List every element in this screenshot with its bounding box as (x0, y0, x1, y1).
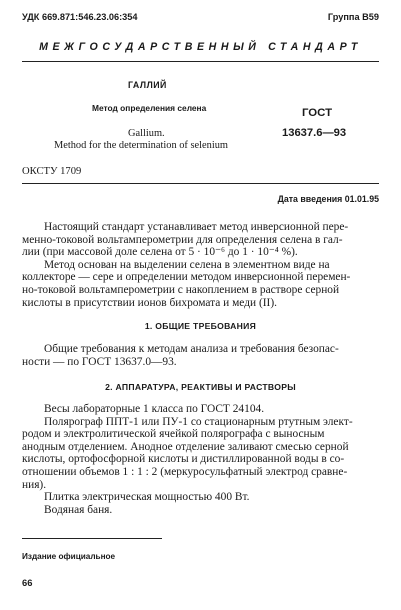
edition-label: Издание официальное (22, 552, 116, 561)
section-2-text (22, 403, 353, 516)
section-2-line: родом и электролитической ячейкой полярографа с выносным (22, 428, 325, 441)
title-rule (22, 183, 379, 184)
okstu-code: ОКСТУ 1709 (22, 166, 82, 177)
page-number: 66 (22, 577, 33, 588)
udk-code: УДК 669.871:546.23.06:354 (22, 12, 138, 22)
intro-line: лии (при массовой доле селена от 5 · 10⁻⁶ до 1 · 10⁻⁴ %). (22, 246, 298, 259)
header-rule (22, 61, 379, 62)
standard-type: МЕЖГОСУДАРСТВЕННЫЙ СТАНДАРТ (39, 41, 362, 53)
title-en: Gallium. (128, 128, 165, 139)
section-2-line: Полярограф ППТ-1 или ПУ-1 со стационарным ртутным элект- (44, 415, 353, 428)
section-2-line: ния). (22, 478, 47, 491)
intro-line: Настоящий стандарт устанавливает метод инверсионной пере- (44, 221, 349, 233)
intro-line: Метод основан на выделении селена в элементном виде на (44, 258, 330, 271)
gost-label: ГОСТ (302, 107, 333, 119)
subtitle-en: Method for the determination of selenium (54, 140, 228, 151)
group-code: Группа В59 (327, 12, 379, 22)
subtitle-ru: Метод определения селена (92, 103, 207, 113)
section-1-text (22, 343, 339, 368)
intro-line: но-токовой вольтамперометрии с накоплением в растворе серной (22, 283, 340, 296)
intro-line: коллекторе — сере и определении методом инверсионной перемен- (22, 271, 351, 284)
section-2-line: Весы лабораторные 1 класса по ГОСТ 24104. (44, 403, 265, 415)
intro-text (22, 221, 350, 309)
section-2-line: кислоты, ортофосфорной кислоты и дистиллированной воды в со- (22, 453, 345, 466)
intro-line: кислоты в присутствии ионов бихромата и меди (II). (22, 296, 277, 309)
section-1-line: Общие требования к методам анализа и требования безопас- (44, 343, 339, 355)
section-1-line: ности — по ГОСТ 13637.0—93. (22, 355, 177, 368)
section-2-line: отношении объемов 1 : 1 : 2 (меркуросульфатный электрод сравне- (22, 465, 348, 478)
gost-number: 13637.6—93 (282, 127, 347, 139)
title-ru: ГАЛЛИЙ (128, 80, 167, 90)
section-2-line: анодным отделением. Анодное отделение заливают смесью серной (22, 440, 349, 453)
section-2-heading: 2. АППАРАТУРА, РЕАКТИВЫ И РАСТВОРЫ (105, 382, 296, 392)
section-2-line: Плитка электрическая мощностью 400 Вт. (44, 491, 250, 504)
section-2-line: Водяная баня. (44, 503, 113, 516)
intro-line: менно-токовой вольтамперометрии для определения селена в гал- (22, 233, 343, 246)
footer-rule (22, 538, 162, 539)
effective-date: Дата введения 01.01.95 (277, 194, 379, 204)
section-1-heading: 1. ОБЩИЕ ТРЕБОВАНИЯ (144, 321, 257, 331)
